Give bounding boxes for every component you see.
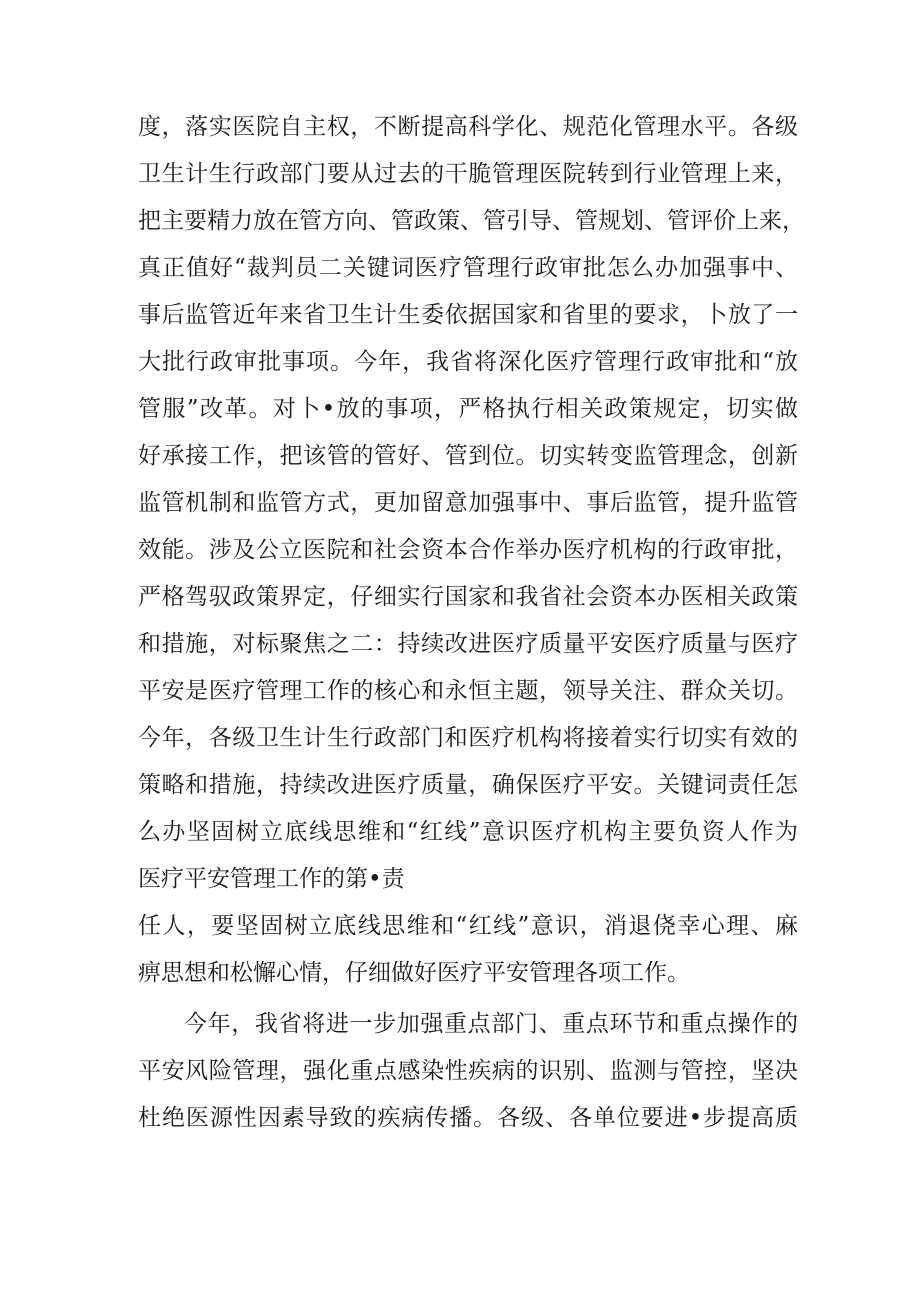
- text-line: 度，落实医院自主权，不断提高科学化、规范化管理水平。各级: [138, 114, 798, 140]
- text-line: 严格驾驭政策界定，仔细实行国家和我省社会资本办医相关政策: [138, 584, 798, 610]
- text-line: 杜绝医源性因素导致的疾病传播。各级、各单位要进•步提高质: [138, 1105, 798, 1131]
- body-text: [138, 104, 805, 1142]
- text-line: 把主要精力放在管方向、管政策、管引导、管规划、管评价上来，: [138, 208, 805, 234]
- paragraph-first-line: 今年，我省将进一步加强重点部门、重点环节和重点操作的: [184, 1011, 798, 1037]
- text-line: 事后监管近年来省卫生计生委依据国家和省里的要求，卜放了一: [138, 302, 798, 328]
- text-line: 监管机制和监管方式，更加留意加强事中、事后监管，提升监管: [138, 490, 798, 516]
- text-line: 大批行政审批事项。今年，我省将深化医疗管理行政审批和“放: [138, 349, 798, 375]
- text-line: 医疗平安管理工作的第•责: [138, 866, 405, 892]
- text-line: 好承接工作，把该管的管好、管到位。切实转变监管理念，创新: [138, 443, 798, 469]
- text-line: 卫生计生行政部门要从过去的干脆管理医院转到行业管理上来，: [138, 161, 798, 187]
- text-line: 真正值好“裁判员二关键词医疗管理行政审批怎么办加强事中、: [138, 255, 798, 281]
- text-line: 么办坚固树立底线思维和“红线”意识医疗机构主要负资人作为: [138, 819, 798, 845]
- text-line: 今年，各级卫生计生行政部门和医疗机构将接着实行切实有效的: [138, 725, 798, 751]
- text-line: 痹思想和松懈心情，仔细做好医疗平安管理各项工作。: [138, 960, 690, 986]
- text-line: 任人，要坚固树立底线思维和“红线”意识，消退侥幸心理、麻: [138, 913, 798, 939]
- text-line: 平安是医疗管理工作的核心和永恒主题，领导关注、群众关切。: [138, 678, 798, 704]
- text-line: 策略和措施，持续改进医疗质量，确保医疗平安。关键词责任怎: [138, 772, 798, 798]
- text-line: 平安风险管理，强化重点感染性疾病的识别、监测与管控，坚决: [138, 1058, 798, 1084]
- text-line: 管服”改革。对卜•放的事项，严格执行相关政策规定，切实做: [138, 396, 798, 422]
- text-line: 效能。涉及公立医院和社会资本合作举办医疗机构的行政审批，: [138, 537, 798, 563]
- text-line: 和措施，对标聚焦之二：持续改进医疗质量平安医疗质量与医疗: [138, 631, 798, 657]
